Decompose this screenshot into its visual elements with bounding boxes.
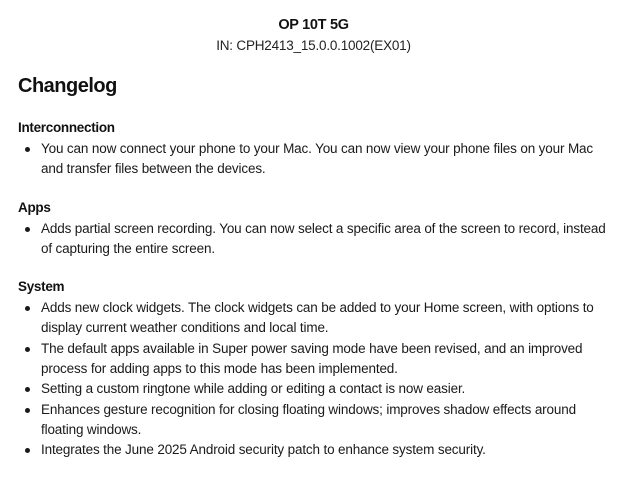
build-number: IN: CPH2413_15.0.0.1002(EX01) — [216, 38, 411, 53]
list-item — [18, 139, 618, 180]
list-item-text: You can now connect your phone to your Mac. You can now view your phone files on your Mac and transfer files between the devices. — [41, 141, 594, 177]
header — [0, 0, 627, 55]
section-list — [18, 298, 618, 460]
bullet-icon — [25, 227, 30, 232]
list-item-text: Integrates the June 2025 Android security patch to enhance system security. — [41, 442, 486, 458]
list-item-text: Adds new clock widgets. The clock widgets can be added to your Home screen, with options to display current weather conditions and local time. — [41, 300, 594, 336]
bullet-icon — [25, 448, 30, 453]
section-interconnection — [18, 119, 618, 180]
list-item — [18, 379, 618, 399]
list-item-text: Setting a custom ringtone while adding or editing a contact is now easier. — [41, 381, 466, 397]
bullet-icon — [25, 306, 30, 311]
bullet-icon — [25, 408, 30, 413]
list-item-text: Adds partial screen recording. You can now select a specific area of the screen to record, instead of capturing the entire screen. — [41, 220, 606, 256]
list-item — [18, 298, 618, 339]
list-item — [18, 219, 618, 260]
list-item — [18, 440, 618, 460]
section-system — [18, 278, 618, 460]
bullet-icon — [25, 147, 30, 152]
section-title: System — [18, 279, 65, 295]
bullet-icon — [25, 387, 30, 392]
section-list — [18, 219, 618, 260]
changelog-title: Changelog — [18, 75, 117, 97]
section-list — [18, 139, 618, 180]
section-title: Interconnection — [18, 120, 115, 135]
bullet-icon — [25, 347, 30, 352]
list-item — [18, 400, 618, 441]
section-apps — [18, 199, 618, 260]
list-item — [18, 339, 618, 380]
device-title: OP 10T 5G — [278, 17, 349, 33]
list-item-text: Enhances gesture recognition for closing floating windows; improves shadow effects around floating windows. — [41, 401, 576, 437]
list-item-text: The default apps available in Super power saving mode have been revised, and an improved process for adding apps to this mode has been implemented. — [41, 340, 583, 377]
changelog-content — [18, 72, 618, 480]
section-title: Apps — [18, 199, 51, 215]
